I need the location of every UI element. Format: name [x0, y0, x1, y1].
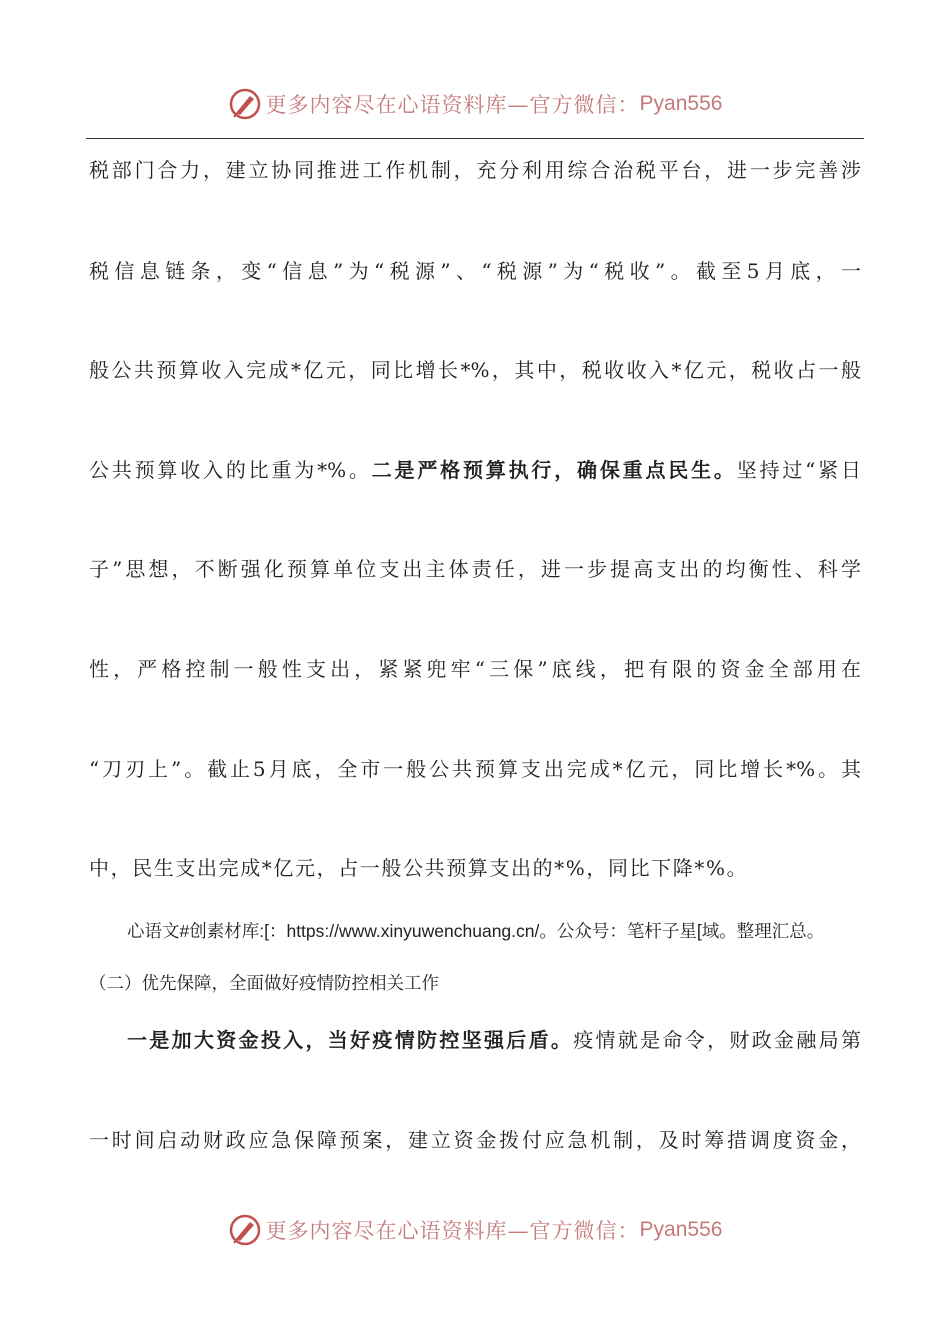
body-line-4-bold: 二是严格预算执行，确保重点民生。	[371, 458, 737, 482]
pen-logo-icon	[228, 1213, 262, 1247]
body-line-4	[89, 455, 861, 485]
header-rule	[86, 138, 864, 139]
banner-text: 更多内容尽在心语资料库—官方微信：	[265, 93, 640, 117]
body-line-5: 子”思想，不断强化预算单位支出主体责任，进一步提高支出的均衡性、科学	[89, 557, 861, 581]
banner-text: 更多内容尽在心语资料库—官方微信：	[265, 1219, 640, 1243]
body-line-10: 一时间启动财政应急保障预案，建立资金拨付应急机制，及时筹措调度资金，	[89, 1128, 861, 1152]
banner-wechat-id: Pyan556	[639, 92, 723, 115]
section-subheading: （二）优先保障，全面做好疫情防控相关工作	[89, 974, 439, 994]
body-line-9-bold: 一是加大资金投入，当好疫情防控坚强后盾。	[127, 1028, 574, 1052]
banner-wechat-id: Pyan556	[639, 1218, 723, 1241]
body-line-6: 性，严格控制一般性支出，紧紧兜牢“三保”底线，把有限的资金全部用在	[89, 657, 861, 681]
body-line-8: 中，民生支出完成*亿元，占一般公共预算支出的*%，同比下降*%。	[89, 856, 749, 880]
body-line-1: 税部门合力，建立协同推进工作机制，充分利用综合治税平台，进一步完善涉	[89, 158, 861, 182]
header-banner	[0, 84, 950, 124]
footer-banner	[0, 1210, 950, 1250]
pen-logo-icon	[228, 87, 262, 121]
body-line-9-post: 疫情就是命令，财政金融局第	[573, 1028, 861, 1052]
body-line-2: 税信息链条，变“信息”为“税源”、“税源”为“税收”。截至5月底，一	[89, 259, 861, 283]
source-line: 心语文#创素材库:[：https://www.xinyuwenchuang.cn/。公众号：笔杆子星[域。整理汇总。	[127, 921, 825, 941]
body-line-4-pre: 公共预算收入的比重为*%。	[89, 458, 372, 482]
body-line-3: 般公共预算收入完成*亿元，同比增长*%，其中，税收收入*亿元，税收占一般	[89, 358, 861, 382]
body-line-9	[127, 1025, 861, 1055]
body-line-4-post: 坚持过“紧日	[736, 458, 861, 482]
body-line-7: “刀刃上”。截止5月底，全市一般公共预算支出完成*亿元，同比增长*%。其	[89, 757, 861, 781]
